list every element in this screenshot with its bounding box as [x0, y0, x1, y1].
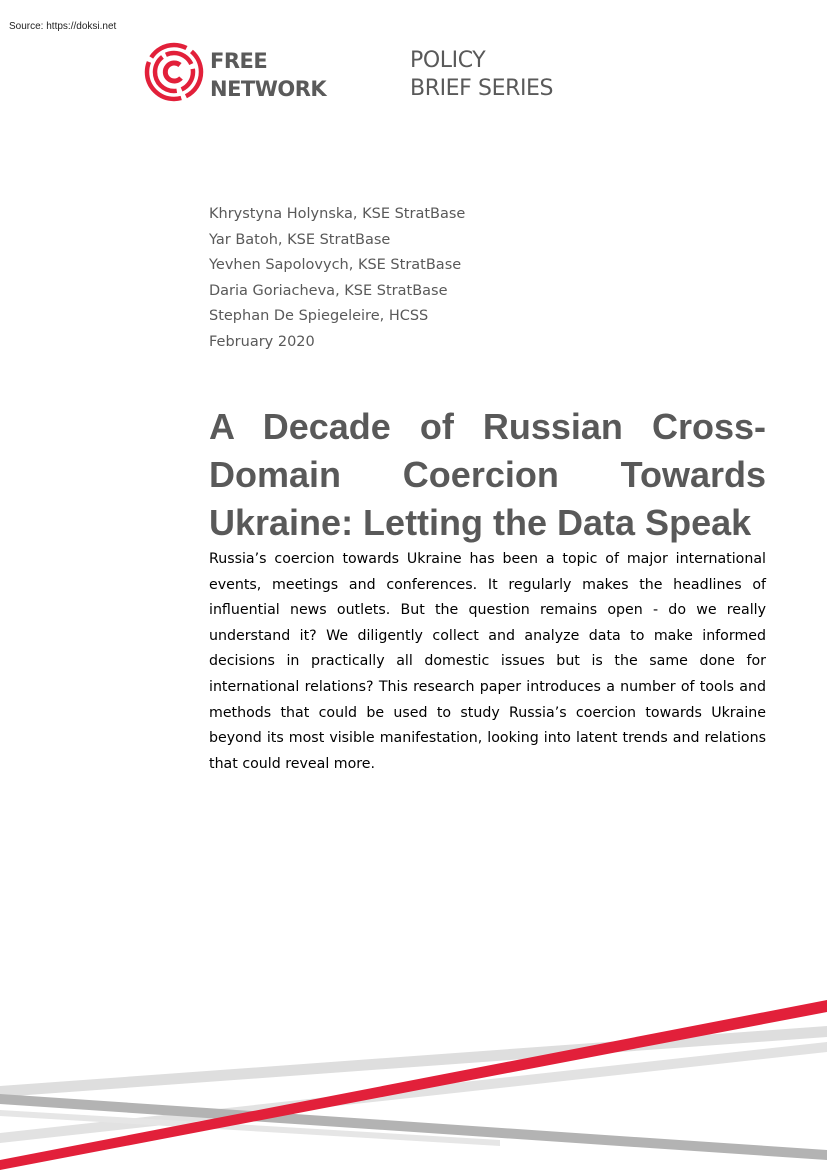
author-3: Yevhen Sapolovych, KSE StratBase	[209, 257, 462, 273]
source-label: Source: https://doksi.net	[9, 21, 117, 32]
abstract-paragraph: Russia’s coercion towards Ukraine has been a topic of major international events, meetings and conferences. It regularly makes the headlines of influential news outlets. But the question remains open - do we really understand it? We diligently collect and analyze data to make informed decisions in practically all domestic issues but is the same done for international relations? This research paper introduces a number of tools and methods that could be used to study Russia’s coercion towards Ukraine beyond its most visible manifestation, looking into latent trends and relations that could reveal more.	[209, 551, 766, 772]
logo-line-2: NETWORK	[210, 77, 327, 101]
series-line-1: POLICY	[410, 48, 486, 73]
logo-line-1: FREE	[210, 49, 268, 73]
series-label	[410, 47, 553, 103]
document-title: A Decade of Russian Cross-Domain Coercion Towards Ukraine: Letting the Data Speak	[209, 406, 766, 543]
author-4: Daria Goriacheva, KSE StratBase	[209, 282, 448, 299]
logo-wordmark	[210, 47, 326, 103]
decorative-stripes	[0, 990, 827, 1170]
series-line-2: BRIEF SERIES	[410, 76, 554, 101]
free-network-logo-icon	[144, 42, 204, 102]
publication-date: February 2020	[209, 333, 315, 350]
author-2: Yar Batoh, KSE StratBase	[209, 231, 391, 248]
author-list	[209, 202, 465, 355]
author-5: Stephan De Spiegeleire, HCSS	[209, 308, 429, 324]
author-1: Khrystyna Holynska, KSE StratBase	[209, 206, 466, 222]
